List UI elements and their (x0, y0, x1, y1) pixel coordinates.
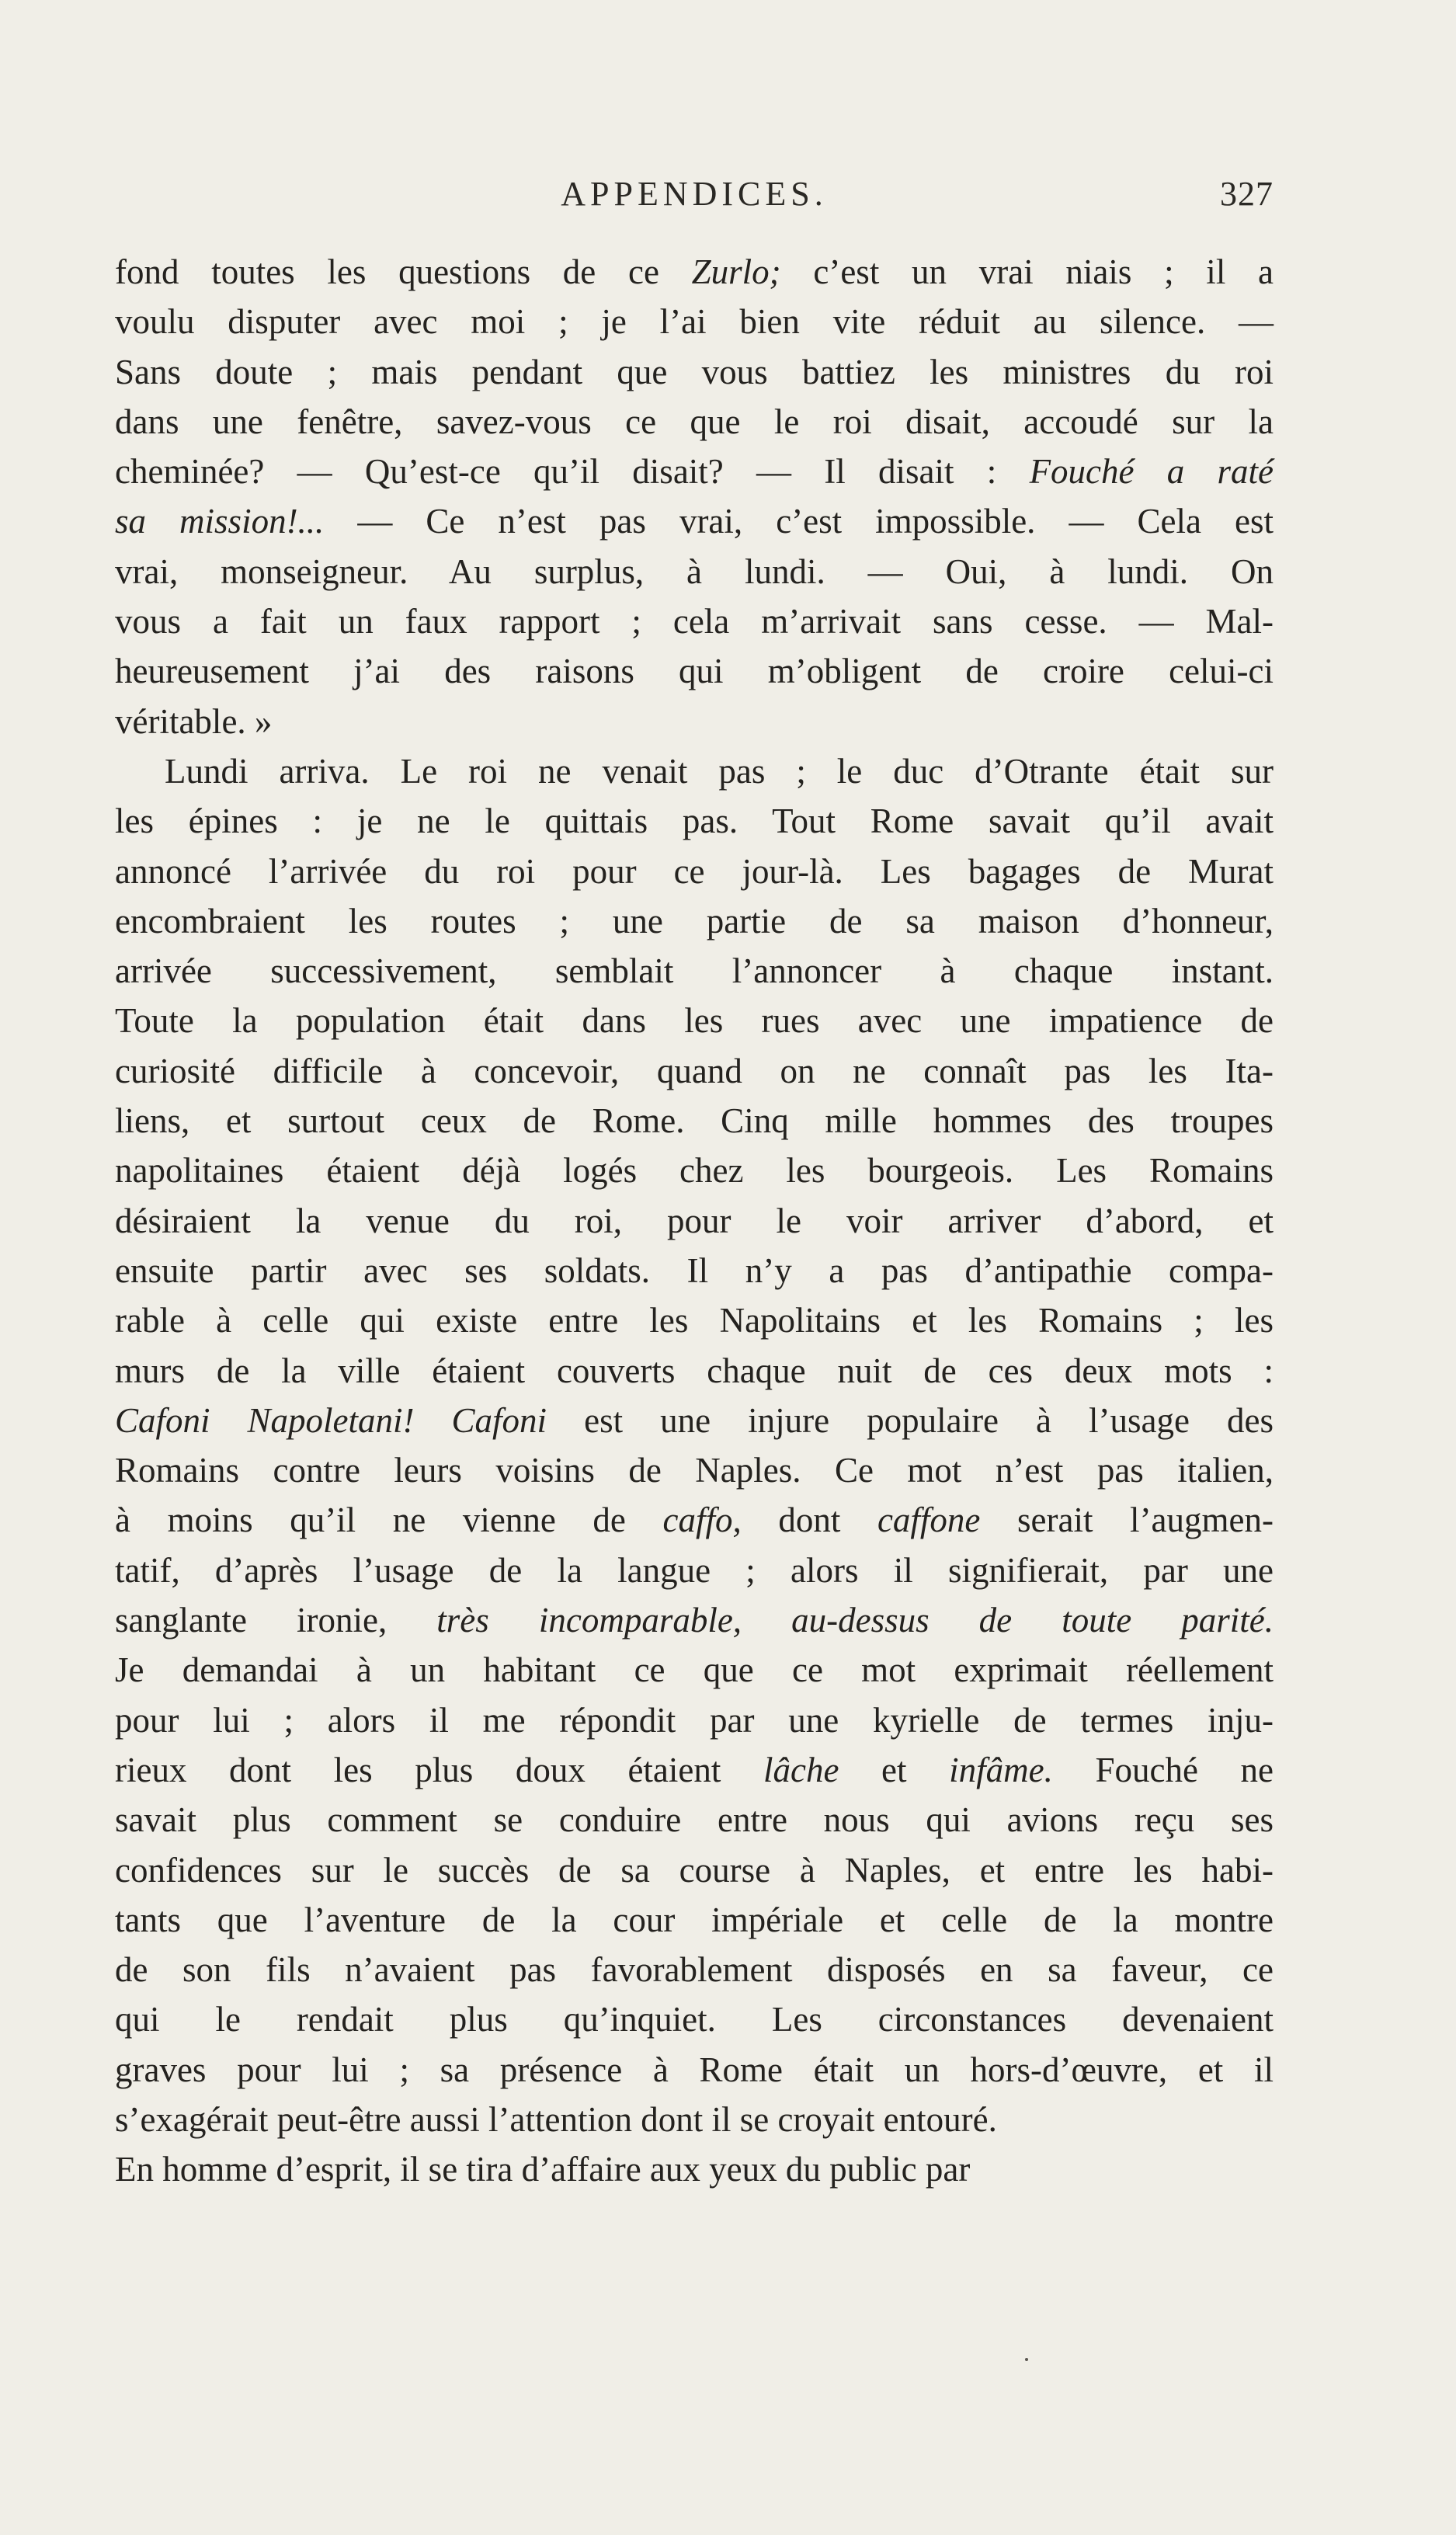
text-line (115, 1546, 1274, 1595)
text-run: véritable. » (115, 701, 273, 741)
text-run: liens, et surtout ceux de Rome. Cinq mille hommes des troupes (115, 1101, 1274, 1141)
text-run: annoncé l’arrivée du roi pour ce jour-là. Les bagages de Murat (115, 851, 1274, 891)
text-line (115, 1096, 1274, 1146)
text-line (115, 1845, 1274, 1895)
text-run: ensuite partir avec ses soldats. Il n’y a pas d’antipathie compa- (115, 1250, 1274, 1290)
text-line (115, 1994, 1274, 2044)
text-run: serait l’augmen- (980, 1500, 1274, 1540)
text-run: les épines : je ne le quittais pas. Tout Rome savait qu’il avait (115, 802, 1274, 841)
text-line (115, 996, 1274, 1045)
text-run: heureusement j’ai des raisons qui m’obligent de croire celui-ci (115, 652, 1274, 691)
text-line (115, 1795, 1274, 1845)
italic-text-run: lâche (763, 1750, 839, 1789)
text-line (115, 496, 1274, 546)
text-run: voulu disputer avec moi ; je l’ai bien vite réduit au silence. — (115, 302, 1274, 342)
text-run: vous a fait un faux rapport ; cela m’arrivait sans cesse. — Mal- (115, 602, 1274, 642)
text-line (115, 946, 1274, 996)
text-run: Toute la population était dans les rues avec une impatience de (115, 1001, 1274, 1041)
text-run: Fouché ne (1052, 1750, 1274, 1789)
text-line (115, 1295, 1274, 1345)
text-run: vrai, monseigneur. Au surplus, à lundi. — Oui, à lundi. On (115, 551, 1274, 591)
text-line (115, 1346, 1274, 1396)
text-line (115, 796, 1274, 846)
text-run: fond toutes les questions de ce (115, 252, 692, 291)
italic-text-run: Cafoni Napoletani! Cafoni (115, 1400, 547, 1440)
text-run: et (839, 1750, 950, 1789)
text-run: Romains contre leurs voisins de Naples. Ce mot n’est pas italien, (115, 1451, 1274, 1490)
text-line (115, 1945, 1274, 1994)
text-run: Sans doute ; mais pendant que vous battiez les ministres du roi (115, 352, 1274, 391)
italic-text-run: caffo, (662, 1500, 742, 1540)
italic-text-run: très incomparable, au-dessus de toute parité. (436, 1601, 1274, 1640)
text-line (115, 596, 1274, 646)
text-run: arrivée successivement, semblait l’annoncer à chaque instant. (115, 951, 1274, 991)
text-line (115, 347, 1274, 397)
text-run: dans une fenêtre, savez-vous ce que le roi disait, accoudé sur la (115, 402, 1274, 441)
text-line (115, 297, 1274, 346)
text-run: savait plus comment se conduire entre nous qui avions reçu ses (115, 1800, 1274, 1840)
italic-text-run: sa mission!... (115, 502, 325, 541)
text-run: Je demandai à un habitant ce que ce mot exprimait réellement (115, 1650, 1274, 1690)
text-line (115, 697, 1274, 746)
text-line (115, 646, 1274, 696)
page-header (115, 174, 1274, 221)
text-line (115, 1046, 1274, 1096)
text-run: Lundi arriva. Le roi ne venait pas ; le duc d’Otrante était sur (165, 751, 1274, 791)
text-run: graves pour lui ; sa présence à Rome était un hors-d’œuvre, et il (115, 2050, 1274, 2089)
text-line (115, 1645, 1274, 1695)
text-run: rieux dont les plus doux étaient (115, 1750, 763, 1789)
text-run: est une injure populaire à l’usage des (547, 1400, 1274, 1440)
text-run: tatif, d’après l’usage de la langue ; alors il signifierait, par une (115, 1550, 1274, 1590)
text-line (115, 2095, 1274, 2144)
text-line (115, 896, 1274, 946)
text-run: qui le rendait plus qu’inquiet. Les circonstances devenaient (115, 2000, 1274, 2039)
text-line (115, 1495, 1274, 1545)
text-line (115, 447, 1274, 496)
text-run: désiraient la venue du roi, pour le voir arriver d’abord, et (115, 1201, 1274, 1240)
text-line (115, 1745, 1274, 1795)
text-line (115, 847, 1274, 896)
text-line (115, 547, 1274, 596)
text-line (115, 1445, 1274, 1495)
text-line (115, 397, 1274, 447)
text-run: — Ce n’est pas vrai, c’est impossible. — Cela est (324, 502, 1274, 541)
italic-text-run: Zurlo; (691, 252, 781, 291)
text-line (115, 1695, 1274, 1745)
text-line (115, 1895, 1274, 1945)
italic-text-run: infâme. (949, 1750, 1053, 1789)
text-line (115, 247, 1274, 297)
text-line (115, 1595, 1274, 1645)
text-line (115, 2144, 1274, 2194)
text-run: curiosité difficile à concevoir, quand on ne connaît pas les Ita- (115, 1051, 1274, 1090)
text-line (115, 1146, 1274, 1195)
text-line (115, 1396, 1274, 1445)
text-run: En homme d’esprit, il se tira d’affaire aux yeux du public par (115, 2150, 971, 2189)
paper-speck (1025, 2358, 1028, 2361)
text-run: confidences sur le succès de sa course à Naples, et entre les habi- (115, 1850, 1274, 1890)
text-run: pour lui ; alors il me répondit par une kyrielle de termes inju- (115, 1700, 1274, 1740)
text-run: cheminée? — Qu’est-ce qu’il disait? — Il disait : (115, 452, 1030, 492)
text-run: encombraient les routes ; une partie de sa maison d’honneur, (115, 901, 1274, 941)
text-run: tants que l’aventure de la cour impériale et celle de la montre (115, 1900, 1274, 1939)
text-line (115, 746, 1274, 796)
text-run: napolitaines étaient déjà logés chez les bourgeois. Les Romains (115, 1151, 1274, 1191)
italic-text-run: caffone (877, 1500, 981, 1540)
body-text (115, 247, 1274, 2195)
text-run: à moins qu’il ne vienne de (115, 1500, 663, 1540)
text-line (115, 1196, 1274, 1246)
text-run: c’est un vrai niais ; il a (780, 252, 1274, 291)
text-line (115, 1246, 1274, 1295)
text-run: rable à celle qui existe entre les Napolitains et les Romains ; les (115, 1301, 1274, 1341)
text-line (115, 2045, 1274, 2095)
text-run: murs de la ville étaient couverts chaque nuit de ces deux mots : (115, 1351, 1274, 1390)
text-run: dont (741, 1500, 877, 1540)
page-number: 327 (1220, 175, 1274, 213)
text-run: sanglante ironie, (115, 1601, 437, 1640)
italic-text-run: Fouché a raté (1029, 452, 1274, 492)
running-title: APPENDICES. (561, 175, 828, 213)
text-run: de son fils n’avaient pas favorablement disposés en sa faveur, ce (115, 1950, 1274, 1990)
text-run: s’exagérait peut-être aussi l’attention dont il se croyait entouré. (115, 2099, 997, 2139)
